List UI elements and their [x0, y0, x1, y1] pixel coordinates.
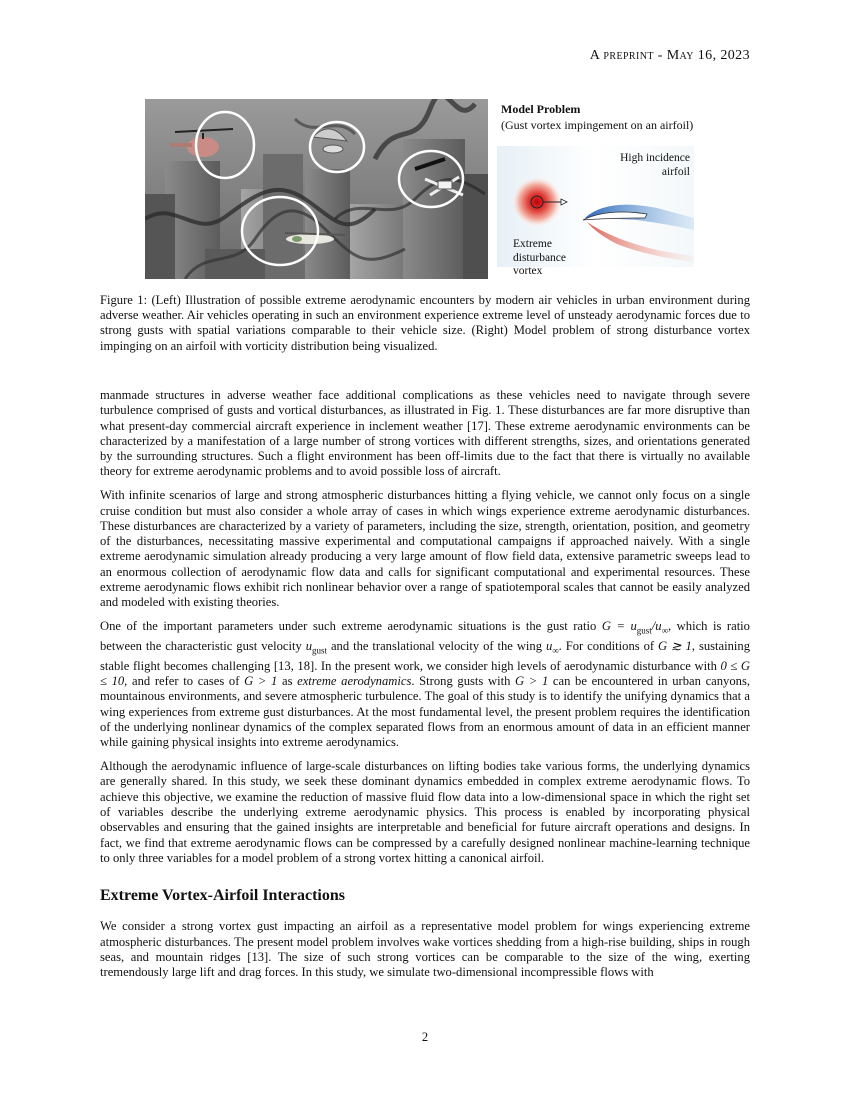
equation-subscript: ∞ [552, 645, 559, 656]
text-run: . Strong gusts with [411, 674, 516, 689]
text-run: One of the important parameters under such extreme aerodynamic situations is the gust ratio [100, 619, 602, 634]
paragraph: Although the aerodynamic influence of large-scale disturbances on lifting bodies take various forms, the underlying dynamics are generally shared. In this study, we seek these dominant dynamics embedded in complex extreme aerodynamic flows. To achieve this objective, we examine the reduction of massive fluid flow data into a low-dimensional space in which the right set of variables describe the underlying extreme aerodynamic physics. This process is enabled by incorporating physical observables and ensuring that the gained insights are interpretable and beneficial for future aircraft operations and designs. In fact, we find that extreme aerodynamic flows can be compressed by a carefully designed nonlinear machine-learning technique to only three variables for a model problem of a strong vortex hitting a canonical airfoil. [100, 759, 750, 865]
paragraph-gust-ratio [100, 619, 750, 750]
running-header: A preprint - May 16, 2023 [589, 48, 750, 63]
equation: G = u [601, 619, 637, 634]
equation-subscript: gust [636, 625, 652, 636]
text-run: , and refer to cases of [124, 674, 245, 689]
label-high-incidence [600, 151, 690, 179]
equation-subscript: ∞ [661, 625, 669, 636]
text-run: . For conditions of [558, 638, 659, 653]
urban-encounter-illustration [145, 99, 488, 279]
equation: 0 ≤ G ≤ 10 [100, 658, 750, 689]
equation: /u [651, 619, 662, 634]
model-problem-title: Model Problem [501, 102, 581, 116]
text-run: as [277, 674, 298, 689]
equation: u [545, 638, 553, 653]
paragraph: We consider a strong vortex gust impacting an airfoil as a representative model problem for wings experiencing extreme atmospheric disturbances. The present model problem involves wake vortices shedding from a high-rise building, ships in rough seas, and mountain ridges [13]. The size of such strong vortices can be comparable to the size of the wing, exerting tremendously large lift and drag forces. In this study, we simulate two-dimensional incompressible flows with [100, 919, 750, 980]
paragraph: manmade structures in adverse weather face additional complications as these vehicles need to navigate through severe turbulence comprised of gusts and vortical disturbances, as illustrated in Fig. 1. These disturbances are far more disruptive than what present-day commercial aircraft experience in inclement weather [17]. These extreme aerodynamic environments can be characterized by a manifestation of a large number of strong vortices with different strengths, sizes, and orientations generated by the surrounding structures. Such a flight environment has been off-limits due to the fact that there is virtually no available theory for extreme aerodynamic problems and to avoid possible loss of aircraft. [100, 388, 750, 479]
body-text [100, 388, 750, 989]
label-extreme-line: disturbance [513, 251, 567, 264]
equation-subscript: gust [312, 645, 328, 656]
model-problem-subtitle: (Gust vortex impingement on an airfoil) [501, 118, 694, 132]
equation: G > 1 [244, 674, 278, 689]
emphasis: extreme aerodynamics [297, 674, 412, 689]
label-extreme-line: Extreme [513, 238, 552, 250]
label-high-incidence-line: airfoil [661, 166, 690, 178]
paragraph: With infinite scenarios of large and strong atmospheric disturbances hitting a flying vehicle, we cannot only focus on a single cruise condition but must also consider a whole array of cases in which wings experience extreme aerodynamic disturbances. These disturbances are characterized by a variety of parameters, including the size, strength, orientation, position, and geometry of the disturbances, necessitating massive experimental and computational campaigns if approached naively. With a single extreme aerodynamic simulation already producing a very large amount of flow field data, extensive parametric sweeps lead to an enormous collection of aerodynamic flow data and calls for significant computational and experimental resources. These extreme aerodynamic flows exhibit rich nonlinear behavior over a range of spatiotemporal scales that cannot be easily analyzed and modeled with existing theories. [100, 488, 750, 610]
label-high-incidence-line: High incidence [620, 152, 690, 164]
text-run: , sustaining stable flight becomes challenging [13, 18]. In the present work, we consider high levels of aerodynamic disturbance with [100, 638, 751, 673]
equation: G ≳ 1 [658, 638, 692, 653]
page-number: 2 [421, 1030, 429, 1044]
text-run: , which is ratio between the characteristic gust velocity [100, 619, 750, 653]
text-run: can be encountered in urban canyons, mountainous environments, and severe atmospheric turbulence. The goal of this study is to identify the unifying dynamics that a wing experiences from extreme gust disturbances. At the most fundamental level, the present problem requires the identification of the underlying nonlinear dynamics of the complex separated flows from an enormous amount of data in an efficient manner while gaining physical insights into extreme aerodynamics. [100, 674, 751, 750]
equation: u [305, 638, 312, 653]
equation: G > 1 [515, 674, 549, 689]
figure-caption: Figure 1: (Left) Illustration of possible extreme aerodynamic encounters by modern air vehicles in urban environment during adverse weather. Air vehicles operating in such an environment experience extreme level of unsteady aerodynamic forces due to strong gusts with spatial variations comparable to their vehicle size. (Right) Model problem of strong disturbance vortex impinging on an airfoil with vorticity distribution being visualized. [100, 293, 750, 353]
label-extreme-line: vortex [513, 265, 543, 277]
section-title: Extreme Vortex-Airfoil Interactions [100, 887, 345, 905]
label-extreme-vortex [513, 238, 566, 279]
text-run: and the translational velocity of the wing [327, 638, 546, 653]
